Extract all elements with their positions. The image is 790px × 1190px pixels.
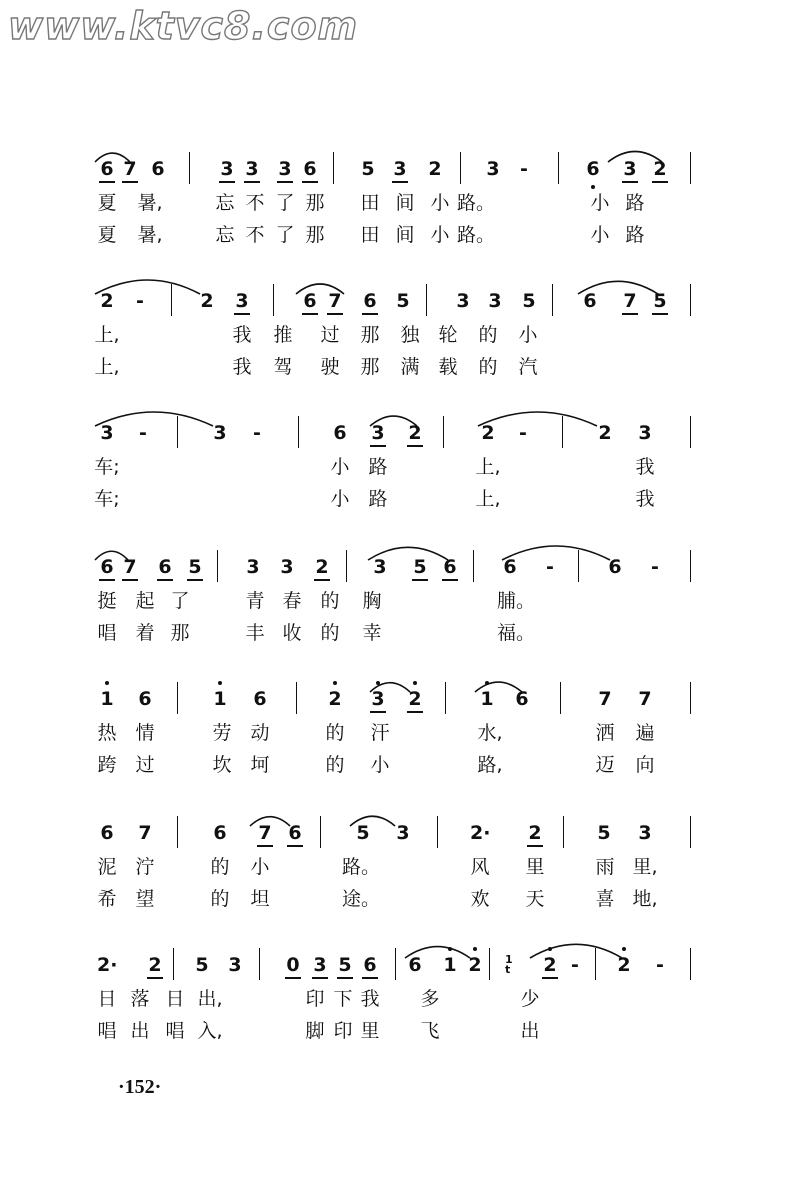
- note: 5: [335, 954, 355, 976]
- note: 2: [598, 422, 612, 444]
- lyric-syllable: 推: [273, 324, 293, 346]
- note: 2: [100, 290, 114, 312]
- staff-row: [0, 680, 790, 798]
- lyric-syllable: 热: [97, 722, 117, 744]
- lyric-syllable: 动: [250, 722, 270, 744]
- lyric-syllable: 希: [97, 888, 117, 910]
- note: 6: [97, 158, 117, 180]
- lyric-syllable: 过: [135, 754, 155, 776]
- lyric-line-1: [0, 588, 790, 614]
- notation-line: [0, 548, 790, 588]
- lyric-syllable: 唱: [165, 1020, 185, 1042]
- lyric-syllable: 汗: [370, 722, 390, 744]
- lyric-syllable: 坎: [212, 754, 232, 776]
- octave-dot-high: [622, 947, 626, 951]
- lyric-syllable: 幸: [362, 622, 382, 644]
- note: 3: [213, 422, 227, 444]
- lyric-syllable: 迈: [595, 754, 615, 776]
- note: -: [520, 158, 528, 180]
- lyric-syllable: 小: [590, 224, 610, 246]
- lyric-syllable: 我: [232, 356, 252, 378]
- lyric-line-1: [0, 854, 790, 880]
- lyric-syllable: 间: [395, 224, 415, 246]
- note: 3: [638, 822, 652, 844]
- note: 3: [486, 158, 500, 180]
- bar-line: [346, 550, 347, 582]
- lyric-syllable: 里: [360, 1020, 380, 1042]
- lyric-syllable: 印: [333, 1020, 353, 1042]
- bar-line: [560, 682, 561, 714]
- note: -: [651, 556, 659, 578]
- note: 7: [598, 688, 612, 710]
- note: 2: [614, 954, 634, 976]
- site-watermark: www.ktvc8.com: [8, 4, 359, 48]
- lyric-syllable: 情: [135, 722, 155, 744]
- note: 6: [440, 556, 460, 578]
- lyric-syllable: 忘: [215, 192, 235, 214]
- note: -: [136, 290, 144, 312]
- bar-line: [690, 284, 691, 316]
- lyric-syllable: 泥: [97, 856, 117, 878]
- lyric-syllable: 驾: [273, 356, 293, 378]
- lyric-syllable: 驶: [320, 356, 340, 378]
- bar-line: [426, 284, 427, 316]
- lyric-syllable: 过: [320, 324, 340, 346]
- note: 2: [465, 954, 485, 976]
- note: 2: [312, 556, 332, 578]
- bar-line: [473, 550, 474, 582]
- lyric-syllable: 下: [333, 988, 353, 1010]
- bar-line: [690, 682, 691, 714]
- note: 3: [396, 822, 410, 844]
- lyric-syllable: 载: [438, 356, 458, 378]
- lyric-syllable: 遍: [635, 722, 655, 744]
- lyric-syllable: 不: [245, 192, 265, 214]
- note: 6: [360, 954, 380, 976]
- note: 6: [583, 290, 597, 312]
- lyric-syllable: 小: [370, 754, 390, 776]
- note: 2: [481, 422, 495, 444]
- bar-line: [177, 416, 178, 448]
- note: 2·: [470, 822, 491, 844]
- lyric-syllable: 泞: [135, 856, 155, 878]
- lyric-syllable: 坷: [250, 754, 270, 776]
- note: 1: [440, 954, 460, 976]
- note: 2: [428, 158, 442, 180]
- note: 3: [217, 158, 237, 180]
- lyric-syllable: 胸: [362, 590, 382, 612]
- lyric-syllable: 收: [282, 622, 302, 644]
- notation-line: [0, 282, 790, 322]
- lyric-syllable: 上,: [94, 324, 120, 346]
- lyric-syllable: 那: [305, 192, 325, 214]
- lyric-syllable: 出: [520, 1020, 540, 1042]
- note: 6: [285, 822, 305, 844]
- lyric-syllable: 脯。: [497, 590, 536, 612]
- bar-line: [558, 152, 559, 184]
- lyric-syllable: 春: [282, 590, 302, 612]
- lyric-syllable: 小: [330, 488, 350, 510]
- bar-line: [578, 550, 579, 582]
- lyric-syllable: 上,: [475, 456, 501, 478]
- lyric-syllable: 唱: [97, 622, 117, 644]
- lyric-syllable: 青: [245, 590, 265, 612]
- lyric-syllable: 的: [210, 856, 230, 878]
- staff-row: [0, 814, 790, 932]
- note: 5: [396, 290, 410, 312]
- bar-line: [259, 948, 260, 980]
- bar-line: [395, 948, 396, 980]
- note: 2: [540, 954, 560, 976]
- lyric-syllable: 坦: [250, 888, 270, 910]
- bar-line: [460, 152, 461, 184]
- lyric-syllable: 车;: [94, 456, 120, 478]
- note: 2: [145, 954, 165, 976]
- bar-line: [217, 550, 218, 582]
- bar-line: [562, 416, 563, 448]
- lyric-syllable: 入,: [197, 1020, 223, 1042]
- lyric-syllable: 洒: [595, 722, 615, 744]
- lyric-syllable: 田: [360, 192, 380, 214]
- lyric-syllable: 地,: [632, 888, 658, 910]
- lyric-syllable: 我: [360, 988, 380, 1010]
- lyric-syllable: 起: [135, 590, 155, 612]
- lyric-syllable: 里: [525, 856, 545, 878]
- lyric-syllable: 路: [625, 224, 645, 246]
- bar-line: [595, 948, 596, 980]
- note: 3: [100, 422, 114, 444]
- lyric-syllable: 我: [635, 488, 655, 510]
- lyric-syllable: 水,: [477, 722, 503, 744]
- note: 0: [283, 954, 303, 976]
- grace-note-mark: 1 t: [505, 953, 513, 976]
- lyric-syllable: 那: [170, 622, 190, 644]
- lyric-syllable: 路,: [477, 754, 503, 776]
- lyric-syllable: 路: [368, 488, 388, 510]
- lyric-syllable: 我: [232, 324, 252, 346]
- staff-row: [0, 548, 790, 666]
- lyric-syllable: 小: [518, 324, 538, 346]
- note: 1: [97, 688, 117, 710]
- note: 3: [620, 158, 640, 180]
- note: 3: [280, 556, 294, 578]
- lyric-syllable: 路: [625, 192, 645, 214]
- staff-row: [0, 150, 790, 268]
- octave-dot-high: [485, 681, 489, 685]
- note: 3: [310, 954, 330, 976]
- bar-line: [333, 152, 334, 184]
- staff-row: [0, 946, 790, 1064]
- lyric-syllable: 小: [430, 192, 450, 214]
- lyric-syllable: 多: [420, 988, 440, 1010]
- note: 5: [650, 290, 670, 312]
- lyric-syllable: 小: [590, 192, 610, 214]
- note: 7: [120, 556, 140, 578]
- note: 3: [390, 158, 410, 180]
- lyric-syllable: 小: [430, 224, 450, 246]
- bar-line: [296, 682, 297, 714]
- note: 6: [213, 822, 227, 844]
- octave-dot-high: [473, 947, 477, 951]
- bar-line: [489, 948, 490, 980]
- octave-dot-high: [218, 681, 222, 685]
- lyric-syllable: 不: [245, 224, 265, 246]
- lyric-syllable: 风: [470, 856, 490, 878]
- lyric-syllable: 的: [478, 356, 498, 378]
- lyric-line-1: [0, 986, 790, 1012]
- lyric-syllable: 喜: [595, 888, 615, 910]
- lyric-syllable: 那: [360, 324, 380, 346]
- lyric-syllable: 暑,: [137, 224, 163, 246]
- note: 3: [242, 158, 262, 180]
- note: 3: [456, 290, 470, 312]
- note: 2: [405, 688, 425, 710]
- bar-line: [173, 948, 174, 980]
- note: 6: [300, 290, 320, 312]
- lyric-syllable: 丰: [245, 622, 265, 644]
- lyric-syllable: 的: [320, 590, 340, 612]
- lyric-syllable: 了: [170, 590, 190, 612]
- bar-line: [445, 682, 446, 714]
- lyric-line-1: [0, 322, 790, 348]
- lyric-syllable: 小: [330, 456, 350, 478]
- lyric-syllable: 我: [635, 456, 655, 478]
- note: 6: [97, 556, 117, 578]
- lyric-syllable: 劳: [212, 722, 232, 744]
- lyric-syllable: 的: [210, 888, 230, 910]
- lyric-syllable: 雨: [595, 856, 615, 878]
- bar-line: [563, 816, 564, 848]
- lyric-syllable: 独: [400, 324, 420, 346]
- note: 6: [138, 688, 152, 710]
- lyric-line-2: [0, 752, 790, 778]
- bar-line: [298, 416, 299, 448]
- page-number: ·152·: [118, 1076, 162, 1098]
- note: 6: [360, 290, 380, 312]
- lyric-syllable: 的: [478, 324, 498, 346]
- lyric-syllable: 的: [325, 722, 345, 744]
- octave-dot-high: [105, 681, 109, 685]
- bar-line: [690, 416, 691, 448]
- bar-line: [690, 816, 691, 848]
- lyric-syllable: 的: [325, 754, 345, 776]
- note: 7: [638, 688, 652, 710]
- lyric-syllable: 了: [275, 192, 295, 214]
- note: -: [546, 556, 554, 578]
- note: -: [253, 422, 261, 444]
- bar-line: [437, 816, 438, 848]
- lyric-line-1: [0, 720, 790, 746]
- notation-line: [0, 680, 790, 720]
- note: 7: [620, 290, 640, 312]
- note: 5: [356, 822, 370, 844]
- lyric-syllable: 忘: [215, 224, 235, 246]
- lyric-line-1: [0, 454, 790, 480]
- lyric-syllable: 那: [360, 356, 380, 378]
- bar-line: [177, 816, 178, 848]
- note: 3: [275, 158, 295, 180]
- lyric-syllable: 望: [135, 888, 155, 910]
- lyric-syllable: 路。: [457, 224, 496, 246]
- note: 3: [232, 290, 252, 312]
- notation-line: [0, 150, 790, 190]
- note: 3: [368, 422, 388, 444]
- note: 3: [368, 688, 388, 710]
- note: 2: [525, 822, 545, 844]
- lyric-syllable: 天: [525, 888, 545, 910]
- lyric-syllable: 了: [275, 224, 295, 246]
- lyric-line-2: [0, 354, 790, 380]
- lyric-syllable: 出: [130, 1020, 150, 1042]
- octave-dot-high: [333, 681, 337, 685]
- lyric-syllable: 田: [360, 224, 380, 246]
- note: 2·: [97, 954, 118, 976]
- note: 5: [361, 158, 375, 180]
- bar-line: [690, 948, 691, 980]
- lyric-syllable: 里,: [632, 856, 658, 878]
- lyric-syllable: 夏: [97, 192, 117, 214]
- lyric-syllable: 上,: [475, 488, 501, 510]
- note: 6: [155, 556, 175, 578]
- octave-dot-low: [591, 185, 595, 189]
- lyric-line-2: [0, 486, 790, 512]
- bar-line: [690, 152, 691, 184]
- lyric-syllable: 的: [320, 622, 340, 644]
- note: 6: [333, 422, 347, 444]
- note: 2: [325, 688, 345, 710]
- note: -: [519, 422, 527, 444]
- note: 5: [597, 822, 611, 844]
- octave-dot-high: [548, 947, 552, 951]
- bar-line: [177, 682, 178, 714]
- note: 6: [300, 158, 320, 180]
- note: 5: [195, 954, 209, 976]
- lyric-syllable: 少: [520, 988, 540, 1010]
- bar-line: [189, 152, 190, 184]
- notation-line: [0, 814, 790, 854]
- note: 3: [373, 556, 387, 578]
- lyric-line-2: [0, 1018, 790, 1044]
- lyric-syllable: 路: [368, 456, 388, 478]
- lyric-syllable: 间: [395, 192, 415, 214]
- note: 3: [638, 422, 652, 444]
- note: 2: [650, 158, 670, 180]
- lyric-syllable: 途。: [342, 888, 381, 910]
- note: 7: [325, 290, 345, 312]
- bar-line: [171, 284, 172, 316]
- lyric-syllable: 满: [400, 356, 420, 378]
- lyric-line-2: [0, 886, 790, 912]
- lyric-syllable: 日: [165, 988, 185, 1010]
- lyric-syllable: 暑,: [137, 192, 163, 214]
- lyric-syllable: 汽: [518, 356, 538, 378]
- lyric-syllable: 唱: [97, 1020, 117, 1042]
- staff-row: [0, 282, 790, 400]
- lyric-syllable: 落: [130, 988, 150, 1010]
- note: 6: [608, 556, 622, 578]
- note: 6: [515, 688, 529, 710]
- notation-line: [0, 946, 790, 986]
- octave-dot-high: [413, 681, 417, 685]
- lyric-syllable: 小: [250, 856, 270, 878]
- notation-line: [0, 414, 790, 454]
- lyric-line-1: [0, 190, 790, 216]
- octave-dot-high: [376, 681, 380, 685]
- note: 1: [210, 688, 230, 710]
- note: -: [656, 954, 664, 976]
- note: 5: [185, 556, 205, 578]
- lyric-syllable: 脚: [305, 1020, 325, 1042]
- lyric-syllable: 车;: [94, 488, 120, 510]
- lyric-syllable: 挺: [97, 590, 117, 612]
- lyric-syllable: 向: [635, 754, 655, 776]
- lyric-syllable: 欢: [470, 888, 490, 910]
- note: 2: [405, 422, 425, 444]
- lyric-syllable: 日: [97, 988, 117, 1010]
- note: -: [139, 422, 147, 444]
- lyric-syllable: 印: [305, 988, 325, 1010]
- bar-line: [690, 550, 691, 582]
- note: 7: [138, 822, 152, 844]
- note: 3: [488, 290, 502, 312]
- lyric-syllable: 着: [135, 622, 155, 644]
- bar-line: [552, 284, 553, 316]
- lyric-line-2: [0, 222, 790, 248]
- octave-dot-high: [448, 947, 452, 951]
- note: 6: [408, 954, 422, 976]
- lyric-syllable: 出,: [197, 988, 223, 1010]
- note: -: [571, 954, 579, 976]
- bar-line: [443, 416, 444, 448]
- note: 7: [120, 158, 140, 180]
- staff-row: [0, 414, 790, 532]
- note: 6: [253, 688, 267, 710]
- lyric-syllable: 轮: [438, 324, 458, 346]
- lyric-syllable: 夏: [97, 224, 117, 246]
- lyric-syllable: 上,: [94, 356, 120, 378]
- lyric-syllable: 路。: [457, 192, 496, 214]
- bar-line: [273, 284, 274, 316]
- note: 3: [228, 954, 242, 976]
- lyric-syllable: 路。: [342, 856, 381, 878]
- note: 5: [410, 556, 430, 578]
- lyric-syllable: 飞: [420, 1020, 440, 1042]
- bar-line: [320, 816, 321, 848]
- note: 6: [503, 556, 517, 578]
- lyric-syllable: 福。: [497, 622, 536, 644]
- note: 6: [151, 158, 165, 180]
- note: 7: [255, 822, 275, 844]
- note: 3: [246, 556, 260, 578]
- note: 6: [100, 822, 114, 844]
- note: 2: [200, 290, 214, 312]
- note: 5: [522, 290, 536, 312]
- note: 6: [583, 158, 603, 180]
- note: 1: [477, 688, 497, 710]
- lyric-line-2: [0, 620, 790, 646]
- lyric-syllable: 跨: [97, 754, 117, 776]
- lyric-syllable: 那: [305, 224, 325, 246]
